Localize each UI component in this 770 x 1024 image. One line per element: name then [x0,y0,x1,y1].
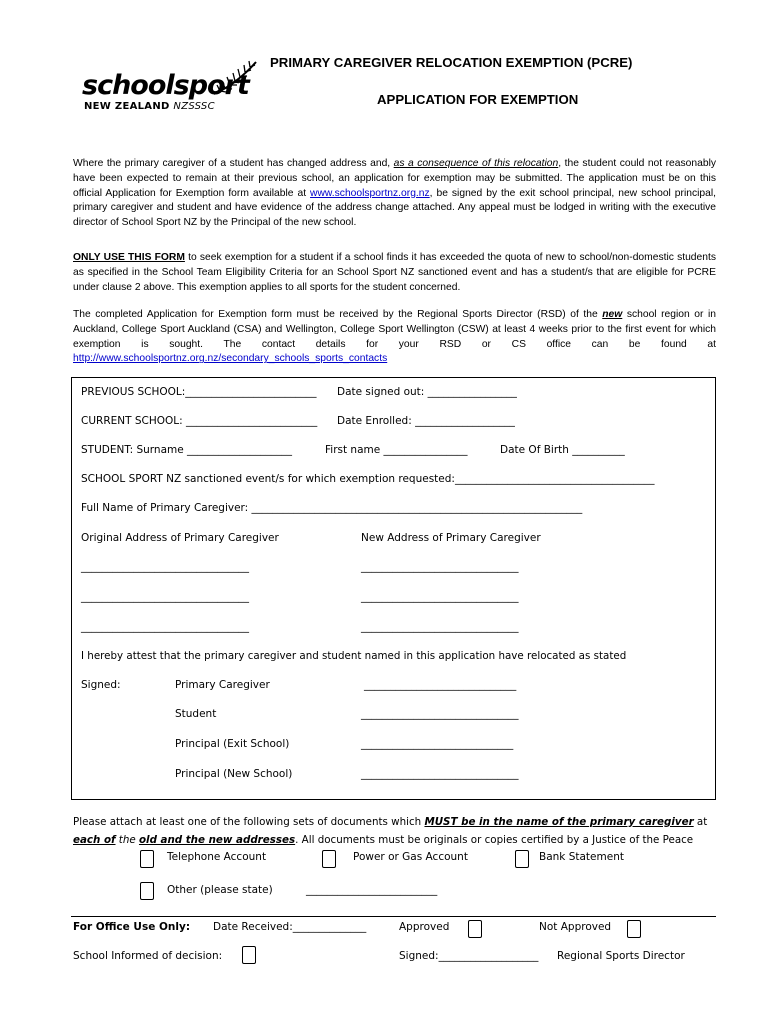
date-of-birth-field[interactable]: Date Of Birth __________ [500,444,625,456]
website-link[interactable]: www.schoolsportnz.org.nz [310,187,430,199]
not-approved-checkbox[interactable] [627,920,641,938]
logo-subtext: NEW ZEALAND NZSSSC [84,101,215,112]
original-address-line[interactable]: ________________________________ [81,591,249,603]
previous-school-field[interactable]: PREVIOUS SCHOOL:_________________________ [81,386,317,398]
divider [71,916,716,917]
approved-checkbox[interactable] [468,920,482,938]
date-enrolled-field[interactable]: Date Enrolled: ___________________ [337,415,515,427]
attach-instructions-line1: Please attach at least one of the following sets of documents which MUST be in the name of the primary caregiver at [73,816,708,828]
new-address-label: New Address of Primary Caregiver [361,532,541,544]
bank-statement-checkbox[interactable] [515,850,529,868]
student-surname-field[interactable]: STUDENT: Surname ____________________ [81,444,293,456]
office-use-label: For Office Use Only: [73,921,191,933]
bank-statement-label: Bank Statement [539,851,624,863]
sig-new-principal-label: Principal (New School) [175,768,293,780]
rsd-signed-field[interactable]: Signed:___________________ [399,950,539,962]
caregiver-name-field[interactable]: Full Name of Primary Caregiver: _______________________________________________________________ [81,502,583,514]
sig-exit-principal-line[interactable]: _____________________________ [361,738,514,750]
power-gas-checkbox[interactable] [322,850,336,868]
event-field[interactable]: SCHOOL SPORT NZ sanctioned event/s for which exemption requested:______________________________________ [81,473,655,485]
approved-label: Approved [399,921,450,933]
sig-exit-principal-label: Principal (Exit School) [175,738,290,750]
application-form-box [71,377,716,800]
original-address-label: Original Address of Primary Caregiver [81,532,279,544]
page-subtitle: APPLICATION FOR EXEMPTION [377,92,579,107]
attestation-text: I hereby attest that the primary caregiver and student named in this application have relocated as stated [81,650,627,662]
logo-wordmark: schoolsport [82,70,249,101]
school-informed-checkbox[interactable] [242,946,256,964]
sig-caregiver-label: Primary Caregiver [175,679,270,691]
power-gas-label: Power or Gas Account [353,851,468,863]
page-title: PRIMARY CAREGIVER RELOCATION EXEMPTION (PCRE) [270,55,633,70]
new-address-line[interactable]: ______________________________ [361,591,519,603]
school-sport-logo [82,58,252,118]
first-name-field[interactable]: First name ________________ [325,444,468,456]
telephone-account-label: Telephone Account [167,851,267,863]
contacts-link[interactable]: http://www.schoolsportnz.org.nz/secondary_schools_sports_contacts [73,353,388,365]
current-school-field[interactable]: CURRENT SCHOOL: _________________________ [81,415,318,427]
intro-paragraph-2: ONLY USE THIS FORM to seek exemption for a student if a school finds it has exceeded the quota of new to school/non-domestic students as specified in the School Team Eligibility Criteria for an School Sport NZ sanctioned event and has a student/s that are eligible for PCRE under clause 2 above. This exemption applies to all sports for the student concerned. [73,252,716,293]
new-address-line[interactable]: ______________________________ [361,621,519,633]
date-received-field[interactable]: Date Received:______________ [213,921,367,933]
school-informed-label: School Informed of decision: [73,950,223,962]
attach-instructions-line2: each of the old and the new addresses. All documents must be originals or copies certified by a Justice of the Peace [73,834,694,846]
not-approved-label: Not Approved [539,921,612,933]
date-signed-out-field[interactable]: Date signed out: _________________ [337,386,517,398]
other-checkbox[interactable] [140,882,154,900]
new-address-line[interactable]: ______________________________ [361,561,519,573]
sig-student-label: Student [175,708,217,720]
signed-label: Signed: [81,679,121,691]
rsd-label: Regional Sports Director [557,950,685,962]
other-label: Other (please state) [167,884,273,896]
telephone-account-checkbox[interactable] [140,850,154,868]
sig-new-principal-line[interactable]: ______________________________ [361,768,519,780]
other-input-line[interactable]: _________________________ [306,884,438,896]
original-address-line[interactable]: ________________________________ [81,561,249,573]
original-address-line[interactable]: ________________________________ [81,621,249,633]
intro-paragraph-3: The completed Application for Exemption form must be received by the Regional Sports Director (RSD) of the new school region or in Auckland, College Sport Auckland (CSA) and Wellington, College Sport Wellington (CSW) at least 4 weeks prior to the first event for which exemption is sought. The contact details for your RSD or CS office can be found at http://www.schoolsportnz.org.nz/secondary_schools_sports_contacts [73,309,716,365]
sig-student-line[interactable]: ______________________________ [361,708,519,720]
sig-caregiver-line[interactable]: _____________________________ [364,679,517,691]
intro-paragraph-1: Where the primary caregiver of a student has changed address and, as a consequence of this relocation, the student could not reasonably have been expected to remain at their previous school, an application for exemption may be submitted. The application must be on this official Application for Exemption form available at www.schoolsportnz.org.nz, be signed by the exit school principal, new school principal, primary caregiver and student and have evidence of the address change attached. Any appeal must be lodged in writing with the executive director of School Sport NZ by the Principal of the new school. [73,158,717,229]
